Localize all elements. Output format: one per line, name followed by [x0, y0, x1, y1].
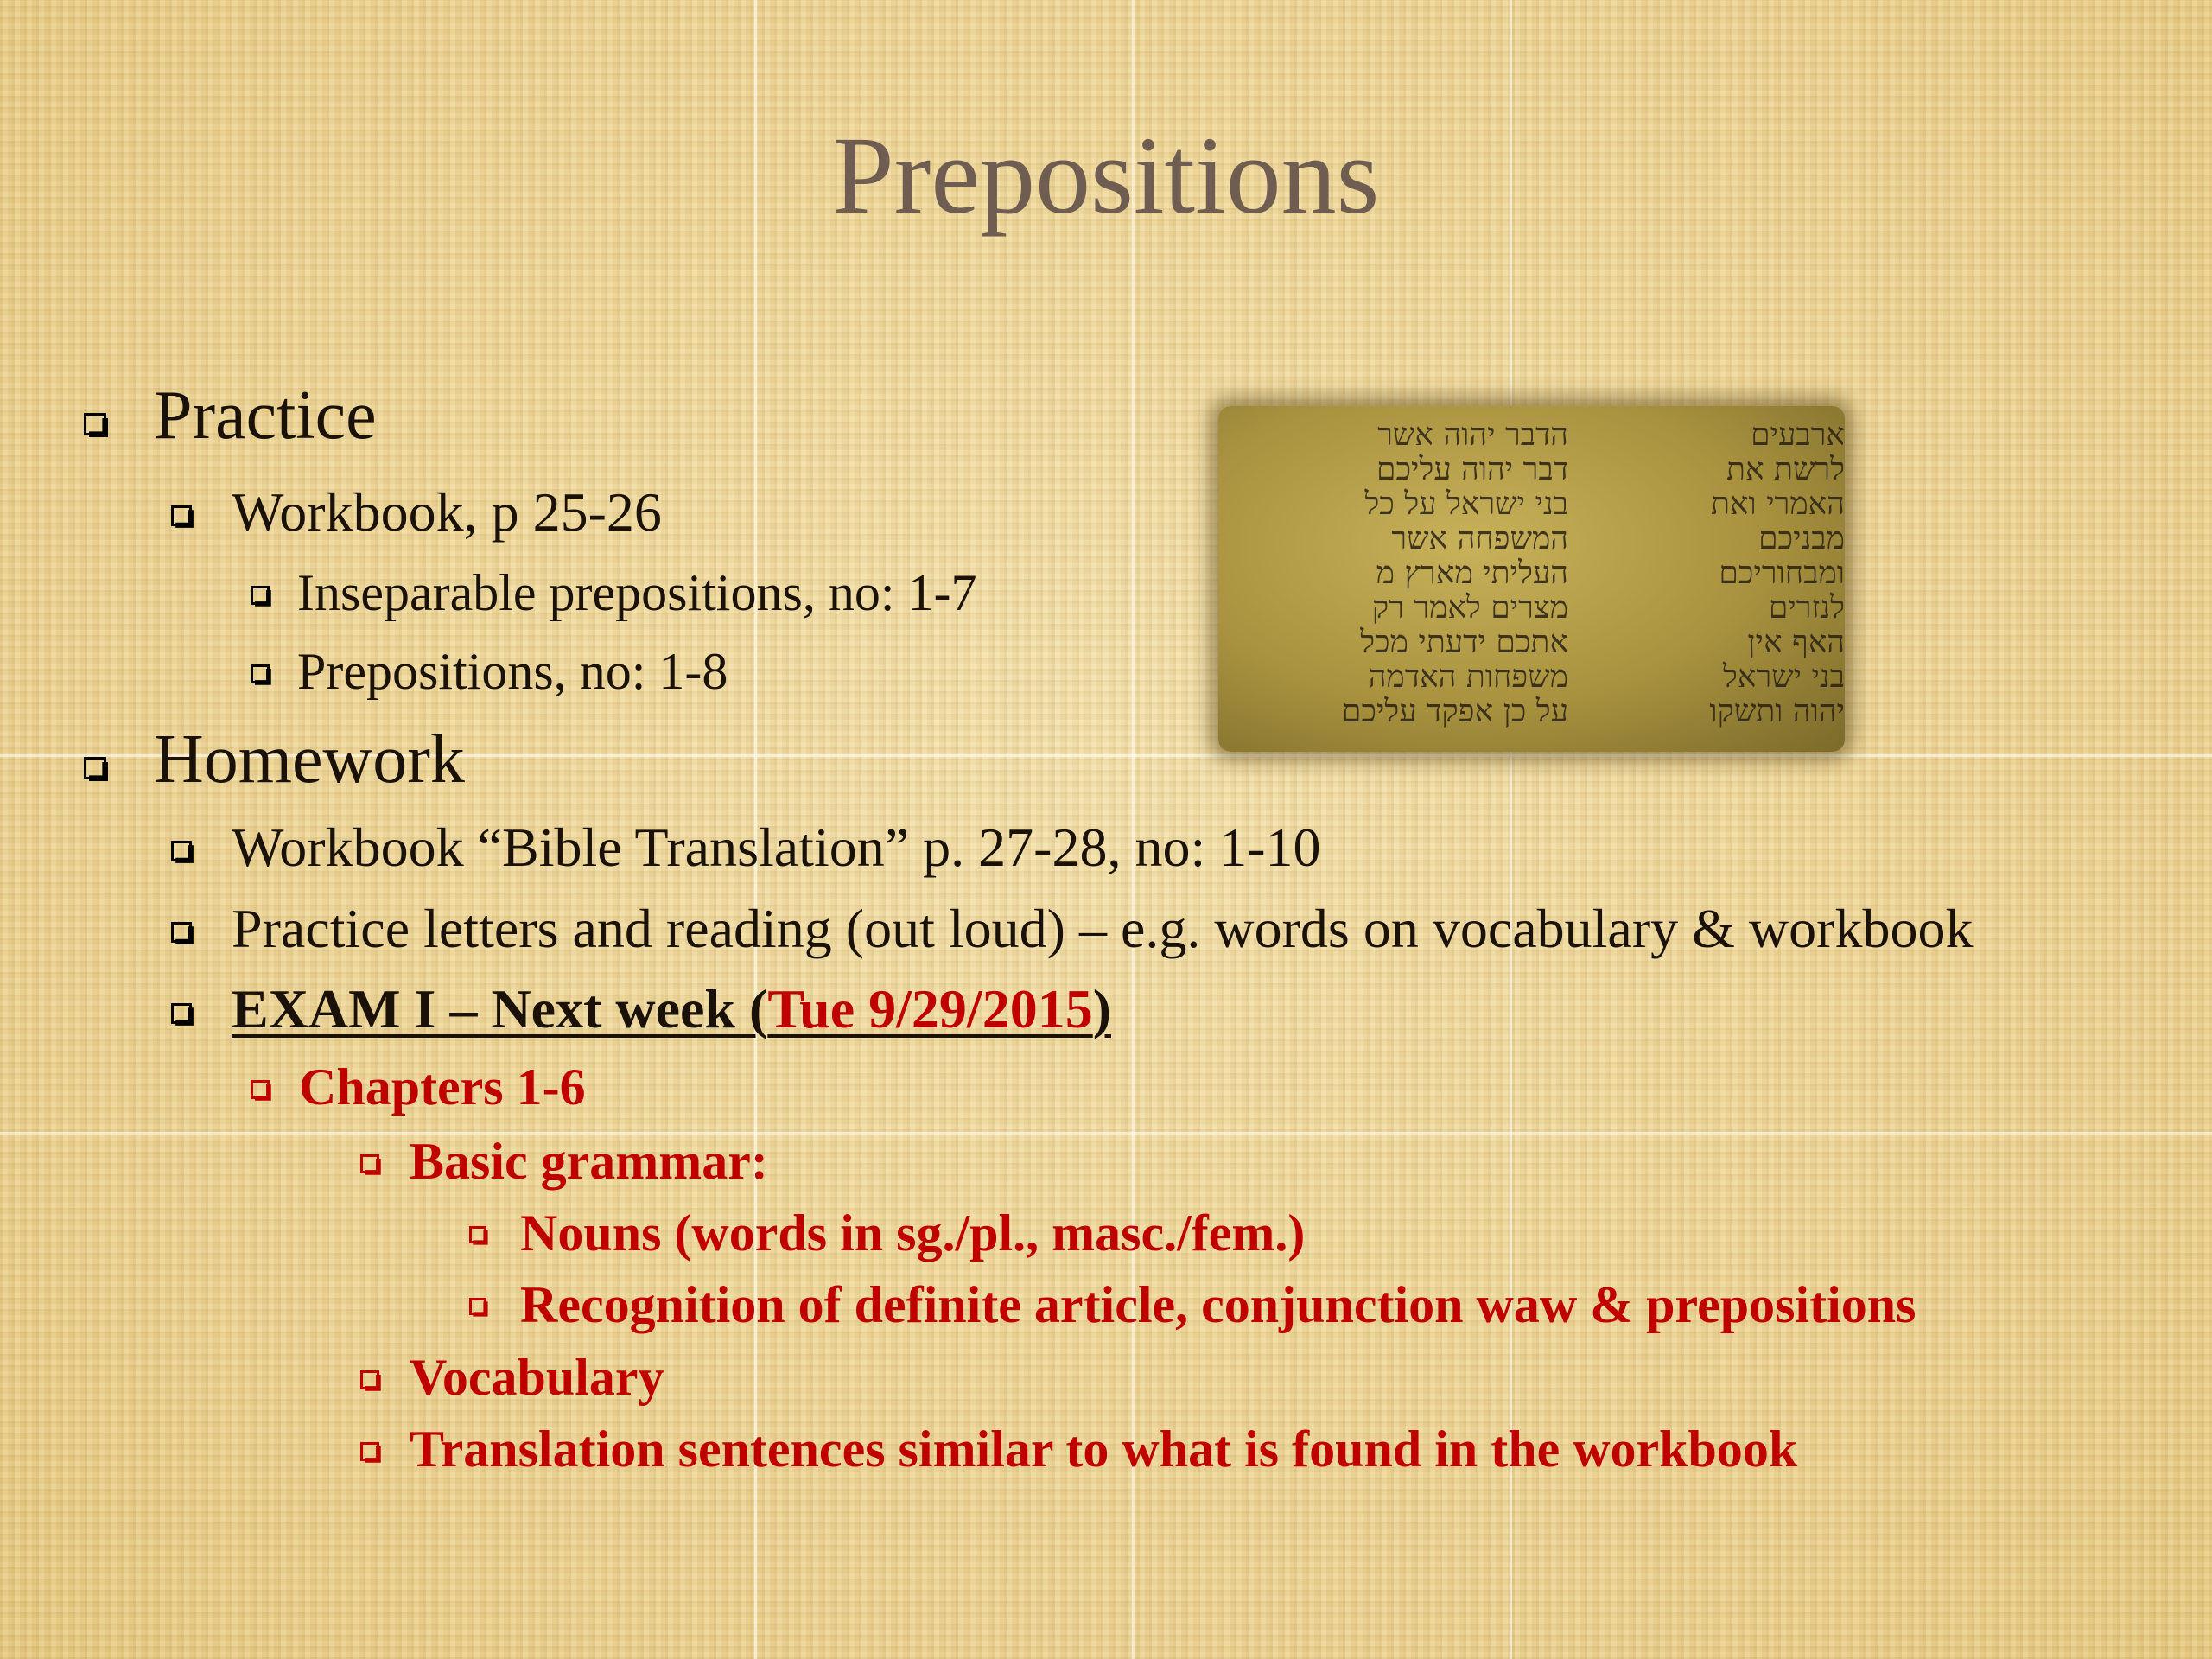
bullet-exam	[232, 977, 1111, 1041]
checkbox-bullet-icon	[251, 586, 270, 605]
checkbox-bullet-icon	[84, 413, 106, 435]
bullet-translation-sentences: Translation sentences similar to what is found in the workbook	[410, 1421, 1798, 1478]
bullet-prepositions: Prepositions, no: 1-8	[297, 643, 728, 700]
checkbox-bullet-icon	[360, 1154, 379, 1173]
checkbox-bullet-icon	[171, 841, 192, 861]
exam-date: Tue 9/29/2015	[767, 978, 1093, 1039]
manuscript-column-left: ארבעים לרשת את האמרי ואת מבניכם ומבחוריכם לנזרים האף אין בני ישראל יהוה ותשקו	[1709, 417, 1845, 729]
exam-close-paren: )	[1092, 978, 1111, 1039]
bullet-basic-grammar: Basic grammar:	[410, 1133, 768, 1190]
exam-label: EXAM I – Next week (	[232, 978, 768, 1039]
bullet-practice-letters: Practice letters and reading (out loud) – e.g. words on vocabulary & workbook	[232, 898, 1974, 959]
bullet-workbook: Workbook, p 25-26	[232, 481, 662, 543]
checkbox-bullet-icon	[171, 505, 192, 526]
bullet-chapters: Chapters 1-6	[299, 1058, 586, 1116]
bullet-bible-translation: Workbook “Bible Translation” p. 27-28, no: 1-10	[232, 817, 1321, 878]
bullet-recognition: Recognition of definite article, conjunction waw & prepositions	[520, 1276, 1916, 1333]
checkbox-bullet-icon	[469, 1226, 486, 1243]
checkbox-bullet-icon	[469, 1298, 486, 1315]
grid-line	[1510, 0, 1512, 1659]
bullet-nouns: Nouns (words in sg./pl., masc./fem.)	[520, 1205, 1306, 1262]
hebrew-manuscript-image	[1218, 406, 1845, 752]
checkbox-bullet-icon	[171, 922, 192, 943]
grid-line	[0, 1132, 2212, 1135]
checkbox-bullet-icon	[360, 1370, 379, 1389]
checkbox-bullet-icon	[84, 757, 106, 779]
slide-title: Prepositions	[832, 114, 1380, 237]
bullet-inseparable-prepositions: Inseparable prepositions, no: 1-7	[297, 564, 977, 621]
bullet-vocabulary: Vocabulary	[410, 1349, 664, 1406]
bullet-homework: Homework	[154, 721, 465, 798]
bullet-practice: Practice	[154, 378, 377, 454]
checkbox-bullet-icon	[251, 664, 270, 683]
checkbox-bullet-icon	[171, 1003, 192, 1024]
manuscript-column-right: הדבר יהוה אשר דבר יהוה עליכם בני ישראל על כל המשפחה אשר העליתי מארץ מ מצרים לאמר רק אתכם ידעתי מכל משפחות האדמה על כן אפקד עליכם	[1341, 417, 1568, 729]
checkbox-bullet-icon	[251, 1080, 270, 1099]
checkbox-bullet-icon	[360, 1442, 379, 1461]
